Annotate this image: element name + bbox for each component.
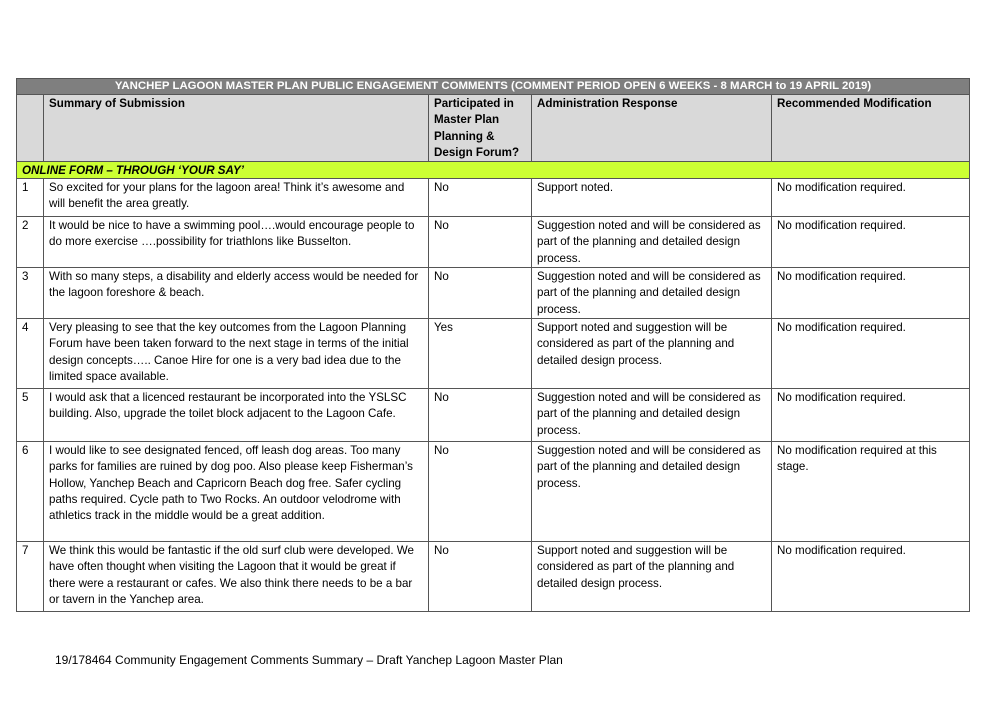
cell-response: Suggestion noted and will be considered as part of the planning and detailed design process. [532, 217, 772, 268]
table-header-row [17, 95, 970, 162]
cell-summary: I would like to see designated fenced, off leash dog areas. Too many parks for families are ruined by dog poo. Also please keep Fisherman’s Hollow, Yanchep Beach and Capricorn Beach dog free. Safer cycling paths required. Cycle path to Two Rocks. An outdoor velodrome with athletics track in the middle would be a great addition. [44, 441, 429, 541]
header-participated: Participated in Master Plan Planning & Design Forum? [429, 95, 532, 162]
cell-participated: Yes [429, 318, 532, 388]
header-modification: Recommended Modification [772, 95, 970, 162]
cell-summary: So excited for your plans for the lagoon area! Think it’s awesome and will benefit the area greatly. [44, 179, 429, 217]
cell-modification: No modification required. [772, 388, 970, 441]
cell-participated: No [429, 217, 532, 268]
cell-participated: No [429, 541, 532, 611]
cell-summary: Very pleasing to see that the key outcomes from the Lagoon Planning Forum have been taken forward to the next stage in terms of the initial design concepts….. Canoe Hire for one is a very bad idea due to the limited space available. [44, 318, 429, 388]
section-label: ONLINE FORM – THROUGH ‘YOUR SAY’ [17, 162, 970, 179]
header-response: Administration Response [532, 95, 772, 162]
cell-summary: I would ask that a licenced restaurant be incorporated into the YSLSC building. Also, upgrade the toilet block adjacent to the Lagoon Cafe. [44, 388, 429, 441]
cell-num: 6 [17, 441, 44, 541]
cell-response: Support noted. [532, 179, 772, 217]
cell-participated: No [429, 388, 532, 441]
cell-summary: We think this would be fantastic if the old surf club were developed. We have often thought when visiting the Lagoon that it would be great if there were a restaurant or cafes. We also think there needs to be a bar or tavern in the Yanchep area. [44, 541, 429, 611]
cell-response: Support noted and suggestion will be considered as part of the planning and detailed design process. [532, 318, 772, 388]
header-number [17, 95, 44, 162]
cell-num: 7 [17, 541, 44, 611]
cell-response: Suggestion noted and will be considered as part of the planning and detailed design process. [532, 268, 772, 319]
cell-modification: No modification required. [772, 268, 970, 319]
cell-participated: No [429, 179, 532, 217]
header-summary: Summary of Submission [44, 95, 429, 162]
table-row [17, 268, 970, 319]
cell-modification: No modification required. [772, 217, 970, 268]
cell-participated: No [429, 268, 532, 319]
table-title: YANCHEP LAGOON MASTER PLAN PUBLIC ENGAGEMENT COMMENTS (COMMENT PERIOD OPEN 6 WEEKS - 8 MARCH to 19 APRIL 2019) [17, 79, 970, 95]
cell-response: Support noted and suggestion will be considered as part of the planning and detailed design process. [532, 541, 772, 611]
table-row [17, 441, 970, 541]
cell-response: Suggestion noted and will be considered as part of the planning and detailed design process. [532, 441, 772, 541]
section-row [17, 162, 970, 179]
page-footer: 19/178464 Community Engagement Comments Summary – Draft Yanchep Lagoon Master Plan [55, 653, 563, 667]
cell-summary: With so many steps, a disability and elderly access would be needed for the lagoon foreshore & beach. [44, 268, 429, 319]
cell-summary: It would be nice to have a swimming pool….would encourage people to do more exercise ….possibility for triathlons like Busselton. [44, 217, 429, 268]
cell-response: Suggestion noted and will be considered as part of the planning and detailed design process. [532, 388, 772, 441]
table-title-row [17, 79, 970, 95]
cell-num: 2 [17, 217, 44, 268]
cell-num: 3 [17, 268, 44, 319]
table-row [17, 388, 970, 441]
cell-num: 1 [17, 179, 44, 217]
table-row [17, 318, 970, 388]
table-row [17, 217, 970, 268]
cell-modification: No modification required at this stage. [772, 441, 970, 541]
engagement-comments-table [16, 78, 970, 612]
table-row [17, 541, 970, 611]
cell-modification: No modification required. [772, 541, 970, 611]
cell-modification: No modification required. [772, 318, 970, 388]
table-row [17, 179, 970, 217]
cell-num: 5 [17, 388, 44, 441]
cell-participated: No [429, 441, 532, 541]
cell-num: 4 [17, 318, 44, 388]
cell-modification: No modification required. [772, 179, 970, 217]
